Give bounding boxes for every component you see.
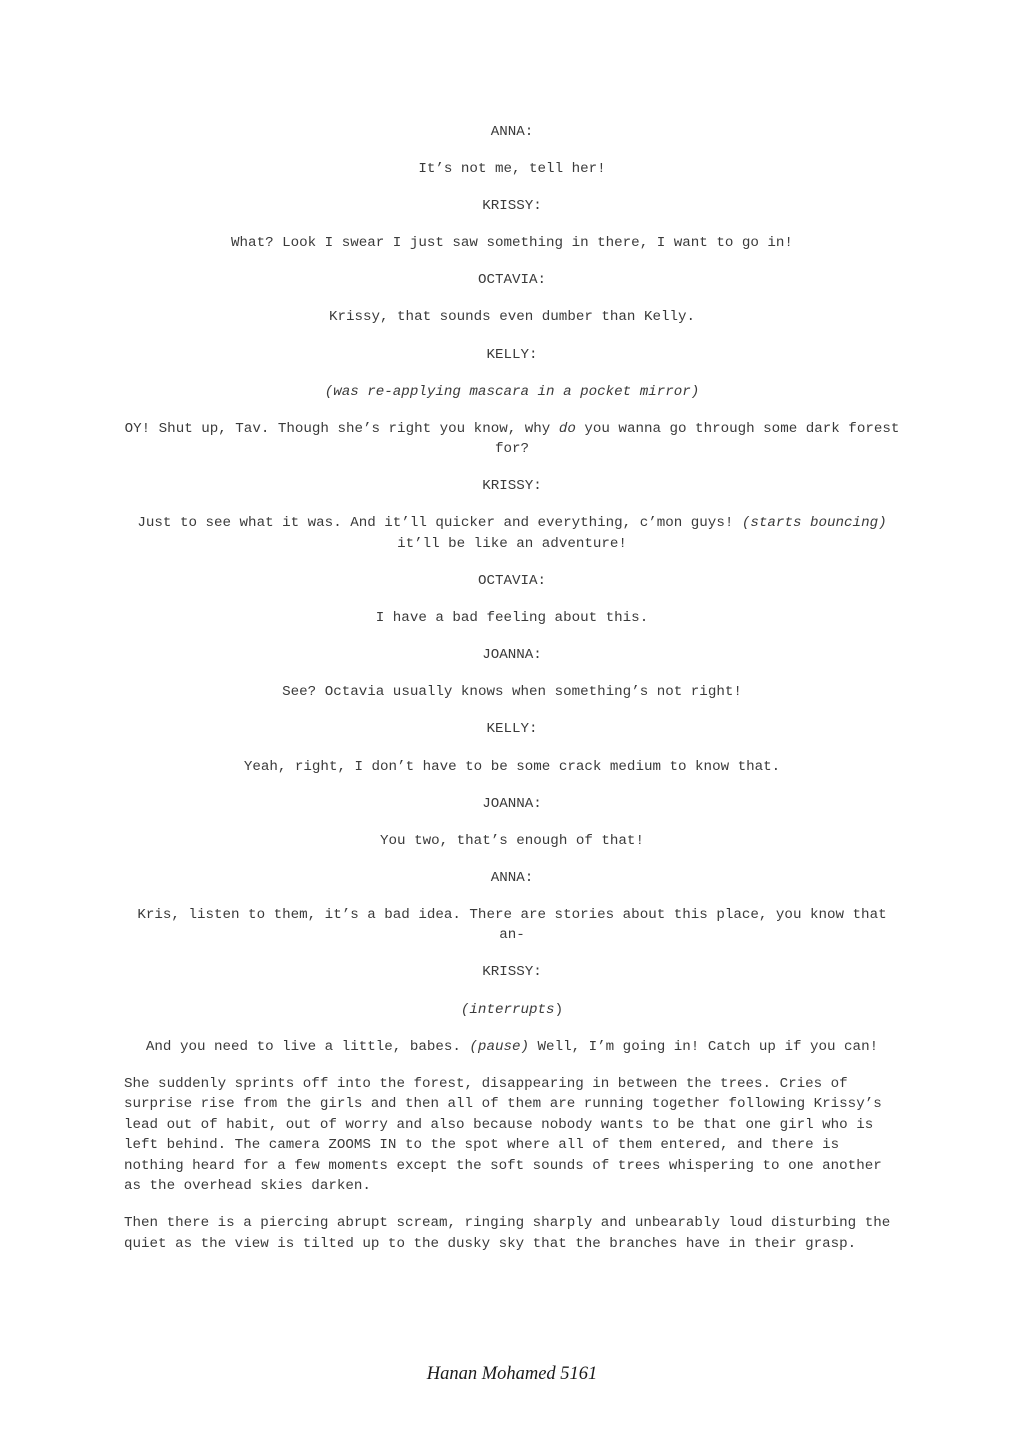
dialogue-line	[124, 1037, 900, 1058]
text-segment: What? Look I swear I just saw something in there, I want to go in!	[231, 235, 793, 252]
text-segment: Well, I’m going in! Catch up if you can!	[529, 1038, 879, 1055]
page-footer: Hanan Mohamed 5161	[426, 1364, 598, 1384]
dialogue-line	[124, 159, 900, 180]
action-paragraph	[124, 1074, 900, 1197]
dialogue-line	[124, 419, 908, 460]
character-name: KELLY:	[486, 346, 538, 363]
text-segment: you wanna go through some dark forest for?	[494, 420, 908, 458]
italic-segment: (pause)	[469, 1038, 530, 1055]
italic-segment: (interrupts	[460, 1001, 555, 1018]
character-name: JOANNA:	[482, 647, 542, 664]
text-segment: See? Octavia usually knows when something’s not right!	[282, 684, 742, 701]
character-name: KRISSY:	[482, 478, 542, 495]
text-segment: And you need to live a little, babes.	[145, 1038, 470, 1055]
text-segment: OY! Shut up, Tav. Though she’s right you know, why	[124, 420, 559, 437]
text-segment: It’s not me, tell her!	[418, 161, 606, 178]
character-name: JOANNA:	[482, 795, 542, 812]
dialogue-line	[124, 233, 900, 254]
dialogue-line	[124, 682, 900, 703]
italic-segment: do	[558, 420, 576, 437]
text-segment: Yeah, right, I don’t have to be some crack medium to know that.	[243, 758, 781, 775]
character-name: ANNA:	[490, 124, 534, 140]
character-name: OCTAVIA:	[477, 573, 547, 590]
text-segment: )	[554, 1001, 564, 1018]
parenthetical-line	[124, 1000, 900, 1021]
dialogue-line	[124, 757, 900, 778]
italic-segment: (was re-applying mascara in a pocket mirror)	[324, 383, 700, 400]
text-segment: Then there is a piercing abrupt scream, ringing sharply and unbearably loud disturbing the quiet as the view is tilted up to the dusky sky that the branches have in their grasp.	[124, 1215, 899, 1252]
text-segment: Krissy, that sounds even dumber than Kelly.	[328, 309, 696, 326]
dialogue-line	[124, 905, 900, 946]
dialogue-line	[124, 831, 900, 852]
dialogue-line	[124, 513, 900, 554]
text-segment: She suddenly sprints off into the forest, disappearing in between the trees. Cries of surprise rise from the girls and then all of them are running together following Krissy’s lead out of habit, out of worry and also because nobody wants to be that one girl who is left behind. The camera ZOOMS IN to the spot where all of them entered, and there is nothing heard for a few moments except the soft sounds of trees whispering to one another as the overhead skies darken.	[124, 1075, 891, 1195]
character-name: KELLY:	[486, 721, 538, 738]
text-segment: You two, that’s enough of that!	[380, 832, 644, 849]
italic-segment: (starts bouncing)	[741, 515, 887, 532]
character-name: OCTAVIA:	[477, 272, 547, 289]
text-segment: I have a bad feeling about this.	[375, 610, 649, 627]
parenthetical-line	[124, 382, 900, 403]
text-segment: it’ll be like an adventure!	[397, 515, 896, 552]
dialogue-line	[124, 307, 900, 328]
text-segment: Just to see what it was. And it’ll quicker and everything, c’mon guys!	[137, 515, 742, 532]
character-name: ANNA:	[490, 869, 534, 886]
text-segment: Kris, listen to them, it’s a bad idea. There are stories about this place, you know that an-	[137, 906, 896, 944]
dialogue-line	[124, 608, 900, 629]
action-paragraph	[124, 1213, 900, 1254]
character-name: KRISSY:	[482, 198, 542, 215]
character-name: KRISSY:	[482, 964, 542, 981]
script-body	[124, 122, 908, 1271]
